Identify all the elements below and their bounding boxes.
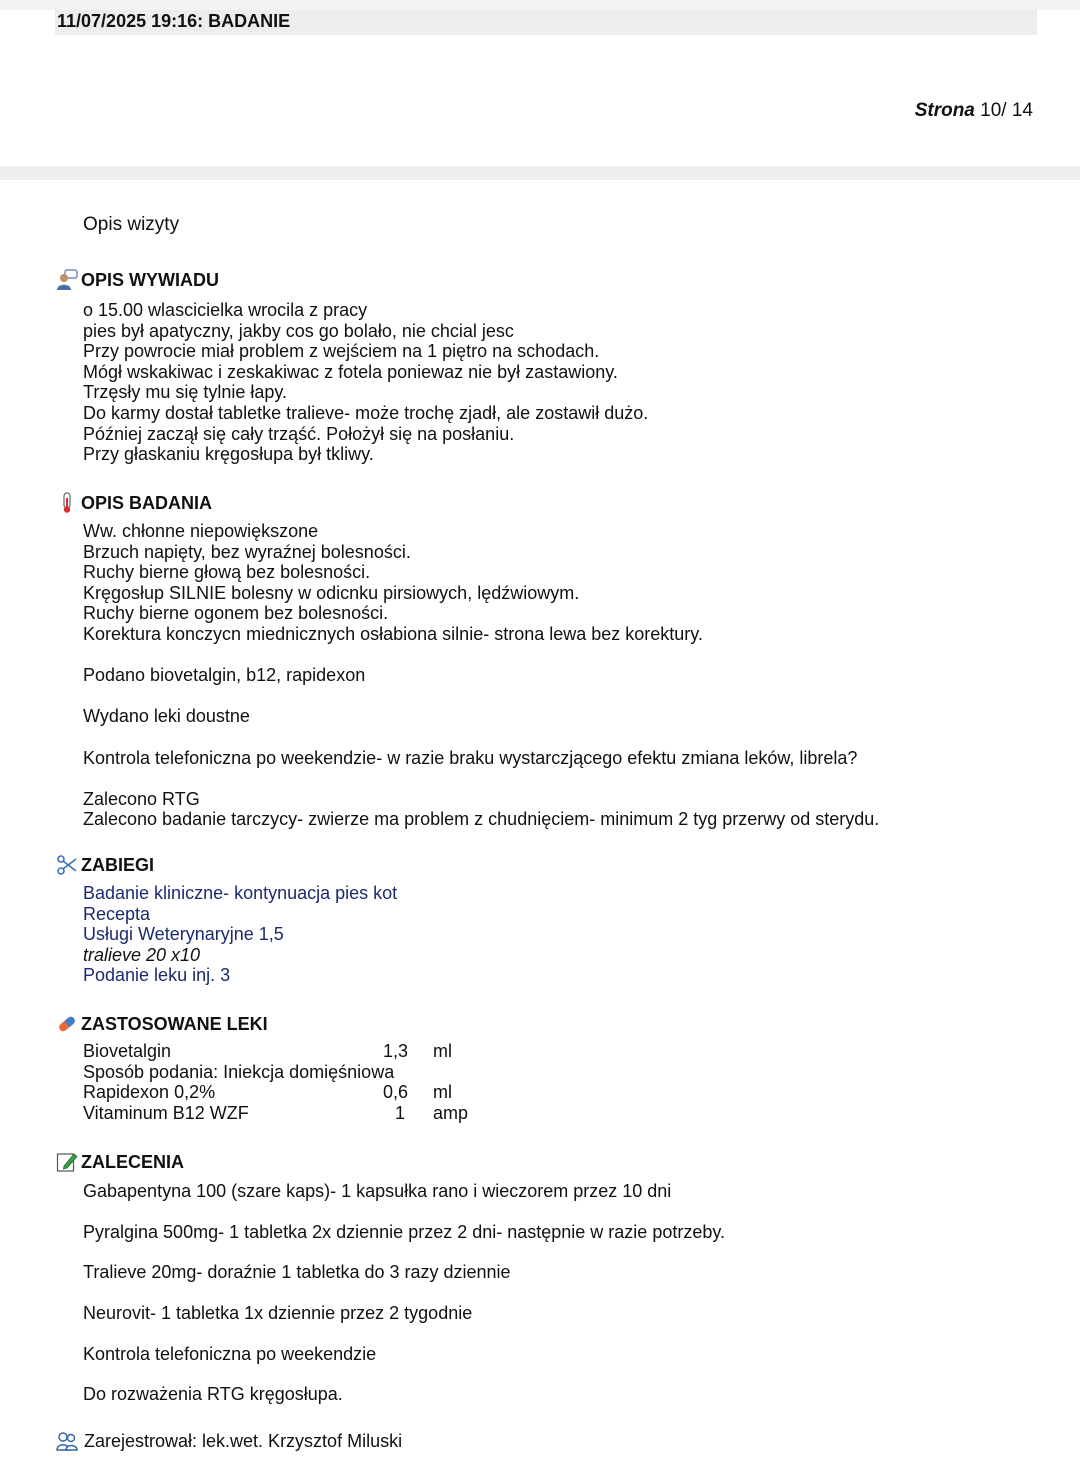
drug-qty: 0,6 (383, 1082, 409, 1103)
interview-heading (56, 269, 219, 291)
recommendation-item: Gabapentyna 100 (szare kaps)- 1 kapsułka rano i wieczorem przez 10 dni (83, 1181, 672, 1201)
recommendation-item: Kontrola telefoniczna po weekendzie (83, 1343, 377, 1364)
drug-row (83, 1103, 503, 1124)
procedure-item: Podanie leku inj. 3 (83, 965, 231, 986)
procedure-item: Badanie kliniczne- kontynuacja pies kot (83, 883, 398, 903)
procedures-list (83, 883, 397, 986)
exam-line: Wydano leki doustne (83, 706, 250, 727)
exam-line: Ww. chłonne niepowiększone (83, 521, 319, 541)
registered-by (56, 1430, 402, 1452)
interview-line: pies był apatyczny, jakby cos go bolało, nie chcial jesc (83, 320, 514, 341)
interview-text (83, 300, 648, 465)
top-strip (0, 0, 1080, 10)
interview-line: o 15.00 wlascicielka wrocila z pracy (83, 300, 368, 320)
procedures-heading (56, 854, 154, 876)
page-value: 10/ 14 (980, 100, 1033, 121)
drug-name: Vitaminum B12 WZF (83, 1102, 249, 1123)
recommendations-heading (56, 1151, 184, 1173)
exam-line: Kręgosłup SILNIE bolesny w odicnku pirsiowych, lędźwiowym. (83, 582, 580, 603)
drugs-heading (56, 1013, 268, 1035)
exam-line: Korektura konczycn miednicznych osłabiona silnie- strona lewa bez korektury. (83, 623, 703, 644)
interview-line: Do karmy dostał tabletke tralieve- może trochę zjadł, ale zostawił dużo. (83, 402, 649, 423)
users-icon (56, 1430, 78, 1452)
drug-name: Rapidexon 0,2% (83, 1082, 216, 1103)
blank-line (83, 727, 879, 748)
recommendation-item: Neurovit- 1 tabletka 1x dziennie przez 2 tygodnie (83, 1303, 473, 1324)
procedure-item: Usługi Weterynaryjne 1,5 (83, 924, 284, 945)
procedure-item: Recepta (83, 903, 151, 924)
thermometer-icon (56, 492, 78, 514)
interview-line: Przy głaskaniu kręgosłupa był tkliwy. (83, 444, 374, 465)
drug-unit: ml (433, 1082, 452, 1103)
interview-line: Później zaczął się cały trząść. Położył się na posłaniu. (83, 423, 515, 444)
drug-row (83, 1041, 503, 1062)
exam-line: Ruchy bierne głową bez bolesności. (83, 562, 371, 583)
blank-line (83, 686, 879, 707)
scissors-icon (56, 854, 78, 876)
page-label: Strona (914, 100, 975, 121)
interview-heading-text: OPIS WYWIADU (81, 269, 219, 290)
drug-row (83, 1062, 503, 1083)
exam-line: Ruchy bierne ogonem bez bolesności. (83, 603, 389, 624)
exam-text (83, 521, 879, 830)
drug-name: Sposób podania: Iniekcja domięśniowa (83, 1061, 395, 1082)
notepad-pencil-icon (56, 1151, 78, 1173)
exam-line: Podano biovetalgin, b12, rapidexon (83, 665, 366, 686)
blank-line (83, 645, 879, 666)
drugs-table (83, 1041, 503, 1123)
interview-line: Trzęsły mu się tylnie łapy. (83, 382, 288, 403)
pill-icon (56, 1013, 78, 1035)
registered-by-text: Zarejestrował: lek.wet. Krzysztof Miluski (84, 1430, 403, 1451)
exam-line: Kontrola telefoniczna po weekendzie- w razie braku wystarczjącego efektu zmiana leków, librela? (83, 747, 858, 768)
drug-unit: amp (433, 1102, 469, 1123)
exam-line: Zalecono badanie tarczycy- zwierze ma problem z chudnięciem- minimum 2 tyg przerwy od sterydu. (83, 809, 880, 830)
page-number (915, 100, 1033, 122)
exam-line: Zalecono RTG (83, 788, 200, 809)
drug-row (83, 1082, 503, 1103)
interview-line: Przy powrocie miał problem z wejściem na 1 piętro na schodach. (83, 341, 600, 362)
interview-line: Mógł wskakiwac i zeskakiwac z fotela poniewaz nie był zastawiony. (83, 361, 618, 382)
recommendations-heading-text: ZALECENIA (81, 1151, 184, 1172)
exam-heading (56, 492, 212, 514)
drug-qty: 1,3 (383, 1041, 409, 1061)
procedure-item: tralieve 20 x10 (83, 944, 201, 965)
visit-title: Opis wizyty (83, 214, 180, 235)
exam-heading-text: OPIS BADANIA (81, 492, 213, 513)
recommendation-item: Tralieve 20mg- doraźnie 1 tabletka do 3 razy dziennie (83, 1262, 511, 1283)
drug-qty: 1 (394, 1102, 405, 1123)
exam-line: Brzuch napięty, bez wyraźnej bolesności. (83, 541, 411, 562)
recommendation-item: Do rozważenia RTG kręgosłupa. (83, 1384, 343, 1405)
recommendation-item: Pyralgina 500mg- 1 tabletka 2x dziennie przez 2 dni- następnie w razie potrzeby. (83, 1221, 726, 1242)
procedures-heading-text: ZABIEGI (81, 854, 155, 875)
page-separator (0, 166, 1080, 180)
recommendations-list (83, 1181, 725, 1425)
drugs-heading-text: ZASTOSOWANE LEKI (81, 1013, 268, 1034)
drug-unit: ml (433, 1041, 452, 1061)
user-speech-icon (56, 269, 78, 291)
drug-name: Biovetalgin (83, 1041, 172, 1061)
blank-line (83, 768, 879, 789)
document-header: 11/07/2025 19:16: BADANIE (55, 10, 1037, 35)
